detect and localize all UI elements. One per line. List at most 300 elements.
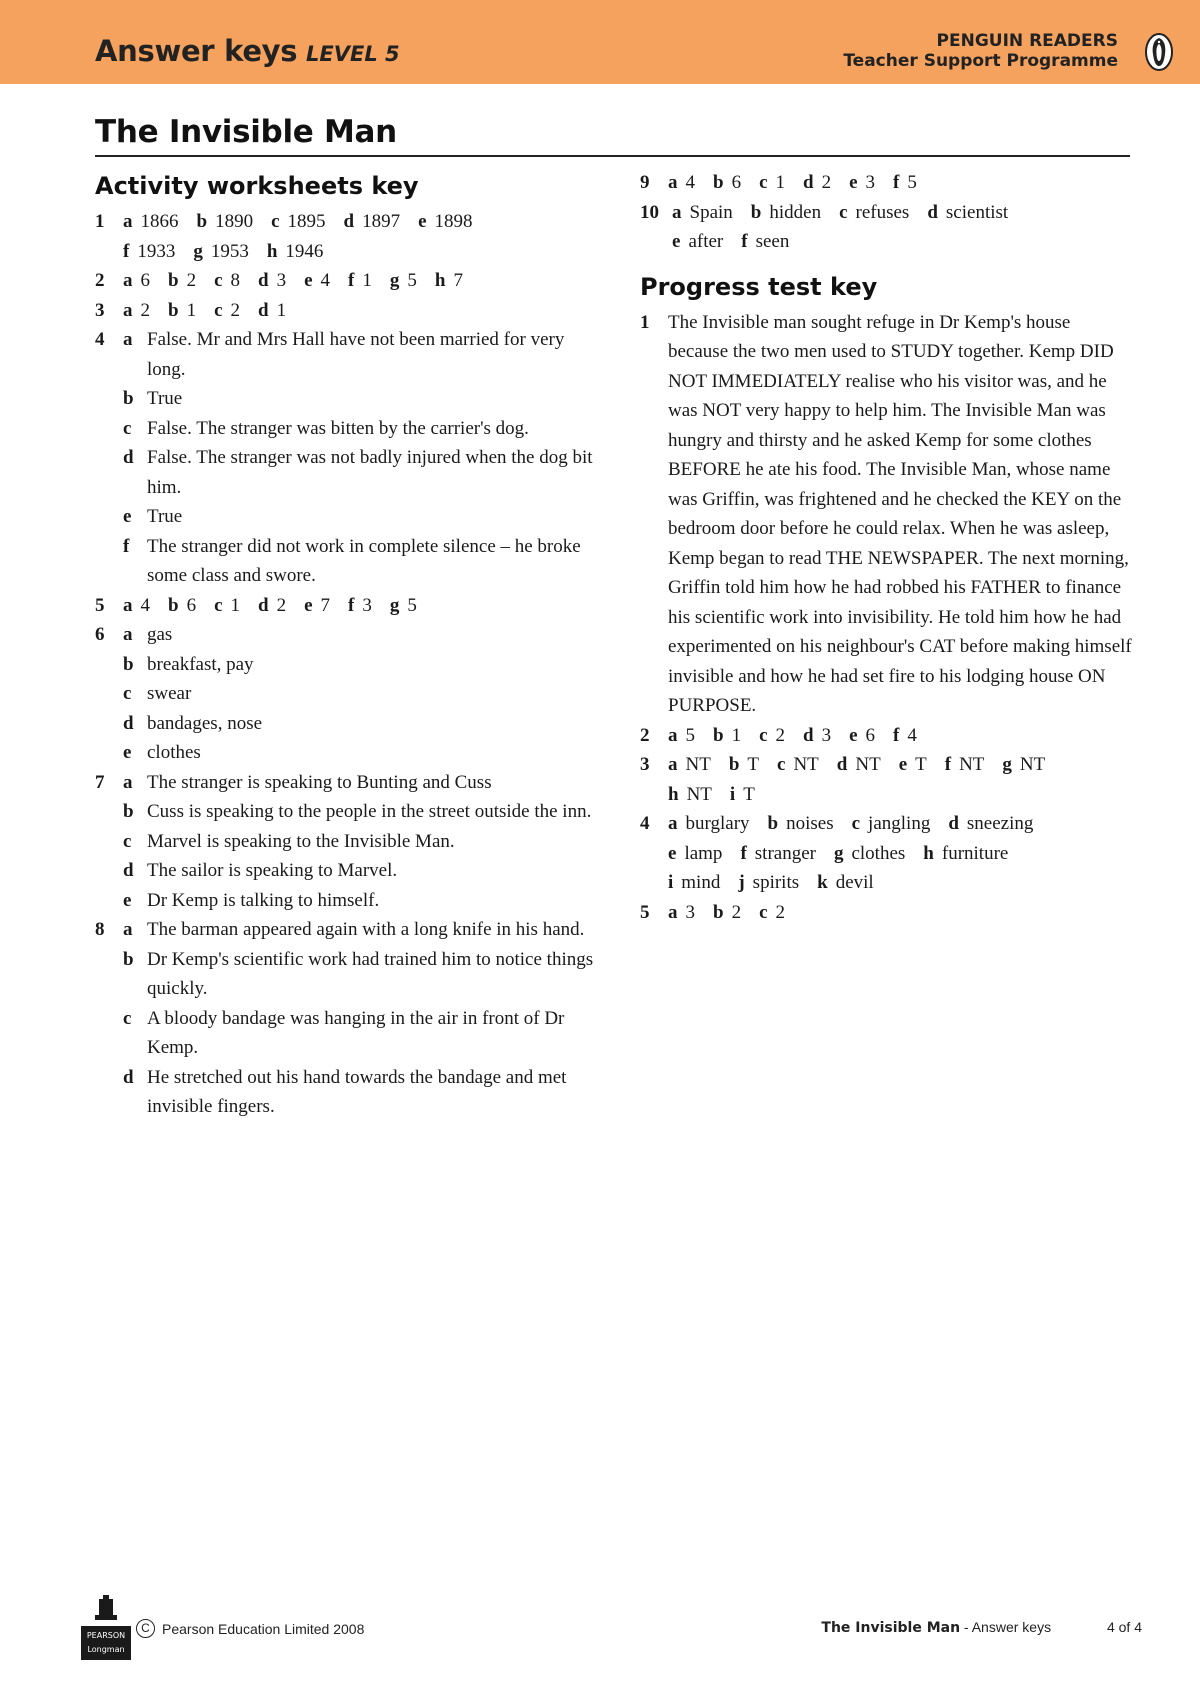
question-9: 9 a 4 b 6 c 1 d 2 e 3 f 5 bbox=[640, 172, 917, 193]
publisher-emblem-icon bbox=[81, 1595, 131, 1621]
answer-letter: a bbox=[668, 172, 678, 193]
answer-item bbox=[668, 172, 695, 193]
answer-value: scientist bbox=[945, 201, 1009, 223]
answer-letter: e bbox=[849, 172, 858, 193]
answer-item bbox=[713, 902, 741, 923]
activity-heading: Activity worksheets key bbox=[95, 172, 419, 200]
answer-letter: b bbox=[713, 172, 724, 193]
answer-value: hidden bbox=[769, 201, 822, 223]
sub-answer-text: clothes bbox=[147, 742, 201, 763]
question-1: 1 a 1866 b 1890 c 1895 d 1897 e 1898 f 1933 g 1953 h 1946 bbox=[95, 211, 473, 262]
sub-answer-letter: a bbox=[123, 624, 133, 645]
answer-letter: c bbox=[214, 299, 223, 321]
answer-value: furniture bbox=[941, 842, 1009, 864]
answer-value: NT bbox=[959, 754, 985, 775]
header-banner bbox=[0, 0, 1200, 84]
sub-answer bbox=[123, 532, 595, 591]
progress-1-text: The Invisible man sought refuge in Dr Kemp's house because the two men used to STUDY together. Kemp DID NOT IMMEDIATELY realise who his visitor was, and he was NOT very happy to help him. The Invisible Man was hungry and thirsty and he asked Kemp for some clothes BEFORE he ate his food. The Invisible Man, whose name was Griffin, was frightened and he checked the KEY on the bedroom door before he could relax. When he was asleep, Kemp began to read THE NEWSPAPER. The next morning, Griffin told him how he had robbed his FATHER to finance his scientific work into invisibility. He told him how he had experimented on his neighbour's CAT before making himself invisible and how he had set fire to his lodging house ON PURPOSE. bbox=[668, 311, 1132, 716]
pearson-longman-logo bbox=[81, 1595, 131, 1659]
answer-letter: d bbox=[803, 724, 814, 746]
answer-item bbox=[740, 843, 816, 864]
sub-answer bbox=[123, 414, 595, 444]
answer-value: NT bbox=[686, 783, 712, 805]
sub-answer bbox=[123, 384, 595, 414]
answer-item bbox=[803, 725, 831, 746]
answer-letter: b bbox=[168, 299, 179, 321]
answer-item bbox=[390, 595, 417, 616]
answer-value: 1898 bbox=[434, 211, 473, 232]
answer-item bbox=[668, 872, 720, 893]
answer-item bbox=[123, 241, 175, 262]
answer-letter: a bbox=[123, 211, 133, 232]
logo-text-longman: Longman bbox=[87, 1645, 125, 1654]
answer-letter: i bbox=[668, 872, 674, 893]
answer-letter: b bbox=[196, 211, 208, 232]
answer-letter: h bbox=[668, 783, 679, 805]
copyright-text: Pearson Education Limited 2008 bbox=[162, 1620, 365, 1637]
sub-answer-letter: b bbox=[123, 948, 134, 970]
answer-item bbox=[197, 211, 254, 232]
sub-answer-letter: c bbox=[123, 830, 132, 852]
answer-value: jangling bbox=[868, 813, 931, 834]
answer-value: 1897 bbox=[362, 211, 401, 232]
answer-value: 3 bbox=[685, 901, 695, 923]
right-column bbox=[640, 168, 1135, 927]
sub-answer-letter: d bbox=[123, 712, 134, 734]
sub-answer-letter: e bbox=[123, 506, 132, 527]
answer-letter: c bbox=[214, 594, 223, 616]
answer-value: after bbox=[688, 231, 724, 252]
answer-item bbox=[834, 843, 905, 864]
answer-item bbox=[348, 595, 372, 616]
answer-item bbox=[214, 270, 240, 291]
sub-answer-letter: e bbox=[123, 742, 132, 763]
answer-item bbox=[214, 595, 240, 616]
answer-value: stranger bbox=[754, 842, 816, 864]
answer-letter: b bbox=[168, 594, 179, 616]
answer-value: seen bbox=[755, 231, 790, 252]
answer-value: NT bbox=[855, 754, 881, 775]
answer-value: 2 bbox=[140, 299, 150, 321]
answer-item bbox=[839, 202, 909, 223]
answer-item bbox=[418, 211, 472, 232]
answer-item bbox=[923, 843, 1008, 864]
answer-value: 2 bbox=[731, 901, 742, 923]
sub-answer-text: Dr Kemp is talking to himself. bbox=[147, 889, 380, 911]
answer-letter: a bbox=[668, 813, 678, 834]
answer-value: 1946 bbox=[285, 240, 324, 262]
answer-item bbox=[668, 843, 722, 864]
answer-item bbox=[304, 270, 330, 291]
answer-letter: b bbox=[168, 270, 179, 291]
answer-item bbox=[817, 872, 874, 893]
answer-item bbox=[893, 725, 917, 746]
answer-letter: d bbox=[343, 211, 355, 232]
answer-value: 2 bbox=[230, 299, 241, 321]
document-title: The Invisible Man bbox=[95, 114, 397, 150]
sub-answer bbox=[123, 325, 595, 384]
answer-item bbox=[948, 813, 1033, 834]
penguin-logo-icon bbox=[1144, 32, 1174, 72]
header-level: LEVEL 5 bbox=[306, 42, 400, 66]
answer-item bbox=[729, 754, 759, 775]
answer-letter: e bbox=[672, 231, 681, 252]
answer-item bbox=[668, 784, 712, 805]
answer-item bbox=[899, 754, 927, 775]
page-number: 4 of 4 bbox=[1106, 1619, 1142, 1635]
answer-letter: c bbox=[851, 813, 861, 834]
sub-answer-letter: e bbox=[123, 889, 132, 911]
answer-letter: a bbox=[672, 201, 682, 223]
answer-item bbox=[168, 300, 196, 321]
question-4: 4 a False. Mr and Mrs Hall have not been married for very long. b True c False. The stranger was bitten by the carrier's dog. d False. The stranger was not badly injured when the dog bit him. e True f The stranger did not work in complete silence – he broke some class and swore. bbox=[95, 325, 595, 591]
progress-question-2: 2 a 5 b 1 c 2 d 3 e 6 f 4 bbox=[640, 724, 917, 746]
answer-letter: f bbox=[348, 270, 355, 291]
answer-letter: i bbox=[729, 783, 736, 805]
sub-answer bbox=[123, 679, 595, 709]
answer-value: 4 bbox=[685, 172, 695, 193]
progress-question-3: 3 a NT b T c NT d NT e T f NT g NT h NT i T bbox=[640, 754, 1046, 805]
footer-page-info bbox=[821, 1619, 1142, 1636]
answer-letter: a bbox=[668, 754, 678, 775]
answer-item bbox=[893, 172, 917, 193]
answer-value: 7 bbox=[453, 270, 463, 291]
answer-item bbox=[713, 725, 741, 746]
sub-answer-text: The barman appeared again with a long knife in his hand. bbox=[147, 919, 585, 940]
answer-letter: e bbox=[898, 754, 908, 775]
answer-value: 3 bbox=[865, 172, 876, 193]
answer-letter: j bbox=[738, 872, 745, 893]
question-6: 6 a gas b breakfast, pay c swear d bandages, nose e clothes bbox=[95, 620, 595, 768]
sub-answer-letter: d bbox=[123, 447, 134, 468]
sub-answer-letter: a bbox=[123, 329, 133, 350]
sub-answer bbox=[123, 768, 595, 798]
answer-item bbox=[258, 595, 286, 616]
answer-letter: f bbox=[348, 594, 355, 616]
progress-question-4: 4 a burglary b noises c jangling d sneezing e lamp f stranger g clothes h furniture i mind j spirits k devil bbox=[640, 813, 1034, 893]
answer-item bbox=[741, 231, 789, 252]
sub-answer bbox=[123, 886, 595, 916]
answer-letter: c bbox=[759, 901, 768, 923]
progress-question-5: 5 a 3 b 2 c 2 bbox=[640, 901, 786, 923]
sub-answer-letter: d bbox=[123, 860, 134, 881]
answer-value: 2 bbox=[276, 594, 287, 616]
answer-value: mind bbox=[681, 872, 721, 893]
sub-answer-text: Cuss is speaking to the people in the street outside the inn. bbox=[147, 801, 592, 822]
sub-answer-text: Dr Kemp's scientific work had trained him to notice things quickly. bbox=[147, 948, 594, 999]
answer-item bbox=[672, 202, 733, 223]
answer-value: 2 bbox=[775, 724, 786, 746]
answer-letter: e bbox=[418, 211, 427, 232]
footer-book-suffix: - Answer keys bbox=[960, 1619, 1052, 1635]
answer-value: 1 bbox=[775, 172, 786, 193]
answer-letter: k bbox=[817, 872, 828, 893]
answer-item bbox=[193, 241, 249, 262]
answer-letter: f bbox=[741, 231, 748, 252]
answer-letter: a bbox=[668, 724, 678, 746]
sub-answer bbox=[123, 827, 595, 857]
answer-item bbox=[759, 902, 785, 923]
answer-item bbox=[751, 202, 821, 223]
answer-value: 2 bbox=[775, 901, 786, 923]
answer-item bbox=[168, 270, 196, 291]
answer-item bbox=[759, 725, 785, 746]
question-5: 5 a 4 b 6 c 1 d 2 e 7 f 3 g 5 bbox=[95, 594, 417, 616]
answer-item bbox=[214, 300, 240, 321]
answer-letter: h bbox=[923, 842, 934, 864]
answer-item bbox=[668, 813, 750, 834]
answer-item bbox=[435, 270, 463, 291]
answer-item bbox=[668, 725, 695, 746]
answer-letter: b bbox=[728, 754, 740, 775]
answer-letter: c bbox=[777, 754, 786, 775]
answer-letter: f bbox=[944, 754, 952, 775]
copyright-icon: C bbox=[136, 1619, 155, 1638]
sub-answer-letter: f bbox=[123, 535, 130, 557]
answer-value: 1890 bbox=[215, 211, 254, 232]
answer-item bbox=[123, 595, 150, 616]
answer-value: 4 bbox=[907, 724, 917, 746]
title-divider bbox=[95, 155, 1130, 157]
answer-letter: d bbox=[258, 594, 269, 616]
answer-value: noises bbox=[786, 813, 834, 834]
answer-letter: d bbox=[948, 813, 959, 834]
answer-value: 1 bbox=[186, 299, 197, 321]
question-8: 8 a The barman appeared again with a long knife in his hand. b Dr Kemp's scientific work had trained him to notice things quickly. c A bloody bandage was hanging in the air in front of Dr Kemp. d He stretched out his hand towards the bandage and met invisible fingers. bbox=[95, 915, 595, 1122]
answer-value: 7 bbox=[320, 594, 331, 616]
answer-value: NT bbox=[1019, 754, 1046, 775]
progress-question-1: 1 The Invisible man sought refuge in Dr Kemp's house because the two men used to STUDY together. Kemp DID NOT IMMEDIATELY realise who his visitor was, and he was NOT very happy to help him. The Invisible Man was hungry and thirsty and he asked Kemp for some clothes BEFORE he ate his food. The Invisible Man, whose name was Griffin, was frightened and he checked the KEY on the bedroom door before he could relax. When he was asleep, Kemp began to read THE NEWSPAPER. The next morning, Griffin told him how he had robbed his FATHER to finance his scientific work into invisibility. He told him how he had experimented on his neighbour's CAT before making himself invisible and how he had set fire to his lodging house ON PURPOSE. bbox=[640, 308, 1135, 721]
sub-answer-letter: c bbox=[123, 1007, 132, 1029]
sub-answer bbox=[123, 1004, 595, 1063]
answer-item bbox=[927, 202, 1008, 223]
answer-letter: d bbox=[803, 172, 814, 193]
answer-item bbox=[258, 300, 286, 321]
answer-value: spirits bbox=[752, 872, 800, 893]
answer-letter: c bbox=[839, 201, 848, 223]
sub-answer-text: A bloody bandage was hanging in the air in front of Dr Kemp. bbox=[147, 1007, 565, 1058]
answer-value: NT bbox=[685, 754, 711, 775]
answer-item bbox=[945, 754, 985, 775]
answer-item bbox=[730, 784, 755, 805]
answer-item bbox=[668, 754, 711, 775]
answer-value: 1866 bbox=[140, 211, 179, 232]
answer-item bbox=[267, 241, 324, 262]
copyright-notice bbox=[136, 1619, 364, 1638]
answer-letter: g bbox=[389, 594, 400, 616]
sub-answer-letter: d bbox=[123, 1066, 134, 1088]
answer-letter: f bbox=[740, 842, 747, 864]
answer-letter: f bbox=[893, 172, 900, 193]
answer-letter: c bbox=[271, 211, 280, 232]
answer-value: 1895 bbox=[287, 211, 326, 232]
answer-letter: f bbox=[123, 240, 130, 262]
sub-answer-text: breakfast, pay bbox=[147, 653, 254, 675]
sub-answer bbox=[123, 915, 595, 945]
sub-answer-text: True bbox=[147, 388, 183, 409]
answer-letter: c bbox=[759, 724, 768, 746]
answer-item bbox=[271, 211, 325, 232]
answer-item bbox=[348, 270, 372, 291]
answer-value: 6 bbox=[865, 724, 876, 746]
logo-text-pearson: PEARSON bbox=[86, 1631, 126, 1640]
answer-value: 1 bbox=[230, 594, 241, 616]
answer-item bbox=[777, 754, 819, 775]
answer-value: 1953 bbox=[210, 240, 249, 262]
answer-value: 1 bbox=[731, 724, 742, 746]
sub-answer-letter: a bbox=[123, 771, 133, 793]
answer-value: T bbox=[743, 783, 755, 805]
answer-letter: b bbox=[713, 901, 724, 923]
answer-letter: d bbox=[258, 270, 269, 291]
sub-answer-letter: a bbox=[123, 919, 133, 940]
answer-value: refuses bbox=[855, 201, 910, 223]
sub-answer-letter: b bbox=[123, 653, 134, 675]
answer-item bbox=[672, 231, 723, 252]
answer-item bbox=[852, 813, 931, 834]
answer-value: 1 bbox=[362, 270, 372, 291]
answer-value: T bbox=[747, 754, 760, 775]
answer-value: 3 bbox=[276, 270, 287, 291]
sub-answer-text: False. Mr and Mrs Hall have not been married for very long. bbox=[147, 329, 565, 380]
answer-item bbox=[837, 754, 881, 775]
footer-book-title: The Invisible Man bbox=[821, 1620, 961, 1636]
answer-letter: b bbox=[750, 201, 762, 223]
answer-letter: g bbox=[833, 842, 844, 864]
answer-item bbox=[258, 270, 286, 291]
header-title: Answer keys bbox=[95, 34, 298, 68]
answer-letter: e bbox=[304, 270, 313, 291]
question-7: 7 a The stranger is speaking to Bunting and Cuss b Cuss is speaking to the people in the street outside the inn. c Marvel is speaking to the Invisible Man. d The sailor is speaking to Marvel. e Dr Kemp is talking to himself. bbox=[95, 768, 595, 916]
answer-value: devil bbox=[835, 872, 874, 893]
answer-value: 4 bbox=[320, 270, 331, 291]
answer-letter: c bbox=[759, 172, 768, 193]
answer-letter: d bbox=[258, 299, 269, 321]
answer-value: 3 bbox=[821, 724, 832, 746]
answer-letter: e bbox=[668, 842, 677, 864]
sub-answer bbox=[123, 797, 595, 827]
answer-item bbox=[768, 813, 834, 834]
sub-answer bbox=[123, 650, 595, 680]
answer-item bbox=[168, 595, 196, 616]
answer-letter: d bbox=[927, 201, 938, 223]
answer-value: burglary bbox=[685, 813, 750, 834]
answer-value: 4 bbox=[140, 594, 150, 616]
answer-value: clothes bbox=[851, 842, 906, 864]
answer-value: 8 bbox=[230, 270, 241, 291]
answer-letter: g bbox=[193, 240, 203, 262]
answer-item bbox=[849, 172, 875, 193]
answer-item bbox=[123, 270, 150, 291]
answer-value: NT bbox=[793, 754, 819, 775]
answer-value: 5 bbox=[685, 724, 695, 746]
answer-item bbox=[713, 172, 741, 193]
brand-line-2: Teacher Support Programme bbox=[843, 51, 1118, 71]
sub-answer bbox=[123, 502, 595, 532]
answer-value: 5 bbox=[407, 594, 417, 616]
question-2: 2 a 6 b 2 c 8 d 3 e 4 f 1 g 5 h 7 bbox=[95, 270, 463, 291]
sub-answer-text: swear bbox=[147, 683, 192, 704]
brand-block bbox=[843, 31, 1118, 71]
answer-letter: a bbox=[123, 594, 133, 616]
answer-item bbox=[849, 725, 875, 746]
answer-value: 3 bbox=[362, 594, 372, 616]
sub-answer bbox=[123, 856, 595, 886]
answer-item bbox=[390, 270, 417, 291]
answer-item bbox=[803, 172, 831, 193]
answer-letter: h bbox=[266, 240, 278, 262]
activity-column bbox=[95, 168, 595, 1122]
answer-value: 5 bbox=[907, 172, 917, 193]
answer-letter: e bbox=[849, 724, 858, 746]
sub-answer-letter: c bbox=[123, 417, 132, 439]
sub-answer-text: True bbox=[147, 506, 183, 527]
sub-answer bbox=[123, 945, 595, 1004]
sub-answer-letter: b bbox=[123, 801, 134, 822]
answer-letter: h bbox=[434, 270, 446, 291]
sub-answer-text: The sailor is speaking to Marvel. bbox=[147, 860, 398, 881]
answer-value: 1933 bbox=[137, 240, 176, 262]
answer-item bbox=[1002, 754, 1045, 775]
answer-value: 2 bbox=[821, 172, 832, 193]
sub-answer bbox=[123, 738, 595, 768]
sub-answer bbox=[123, 709, 595, 739]
answer-letter: c bbox=[214, 270, 223, 291]
answer-item bbox=[738, 872, 799, 893]
answer-letter: g bbox=[1002, 754, 1012, 775]
sub-answer-letter: c bbox=[123, 683, 132, 704]
sub-answer-text: Marvel is speaking to the Invisible Man. bbox=[147, 830, 455, 852]
answer-letter: e bbox=[304, 594, 313, 616]
answer-letter: g bbox=[389, 270, 400, 291]
answer-value: 6 bbox=[140, 270, 150, 291]
answer-value: 1 bbox=[276, 299, 287, 321]
question-10: 10 a Spain b hidden c refuses d scientist e after f seen bbox=[640, 201, 1009, 252]
answer-item bbox=[668, 902, 695, 923]
answer-item bbox=[304, 595, 330, 616]
progress-heading: Progress test key bbox=[640, 272, 878, 301]
sub-answer bbox=[123, 443, 595, 502]
sub-answer-text: gas bbox=[147, 624, 173, 645]
answer-value: Spain bbox=[689, 201, 733, 223]
question-3: 3 a 2 b 1 c 2 d 1 bbox=[95, 299, 287, 321]
sub-answer-text: False. The stranger was bitten by the carrier's dog. bbox=[147, 417, 529, 439]
answer-value: 6 bbox=[186, 594, 197, 616]
answer-item bbox=[759, 172, 785, 193]
answer-item bbox=[123, 300, 150, 321]
answer-letter: a bbox=[668, 901, 678, 923]
sub-answer-letter: b bbox=[123, 388, 134, 409]
sub-answer-text: The stranger is speaking to Bunting and Cuss bbox=[147, 771, 492, 793]
answer-value: 5 bbox=[407, 270, 417, 291]
answer-value: 2 bbox=[186, 270, 197, 291]
sub-answer-text: He stretched out his hand towards the bandage and met invisible fingers. bbox=[147, 1066, 567, 1117]
sub-answer-text: bandages, nose bbox=[147, 712, 263, 734]
answer-letter: a bbox=[123, 299, 133, 321]
answer-value: 6 bbox=[731, 172, 742, 193]
sub-answer bbox=[123, 1063, 595, 1122]
sub-answer bbox=[123, 620, 595, 650]
sub-answer-text: False. The stranger was not badly injured when the dog bit him. bbox=[147, 447, 593, 498]
answer-value: T bbox=[915, 754, 927, 775]
answer-value: sneezing bbox=[966, 813, 1034, 834]
answer-letter: b bbox=[767, 813, 779, 834]
answer-letter: d bbox=[836, 754, 848, 775]
answer-letter: f bbox=[893, 724, 900, 746]
brand-line-1: PENGUIN READERS bbox=[936, 31, 1118, 51]
answer-item bbox=[123, 211, 179, 232]
answer-letter: a bbox=[123, 270, 133, 291]
